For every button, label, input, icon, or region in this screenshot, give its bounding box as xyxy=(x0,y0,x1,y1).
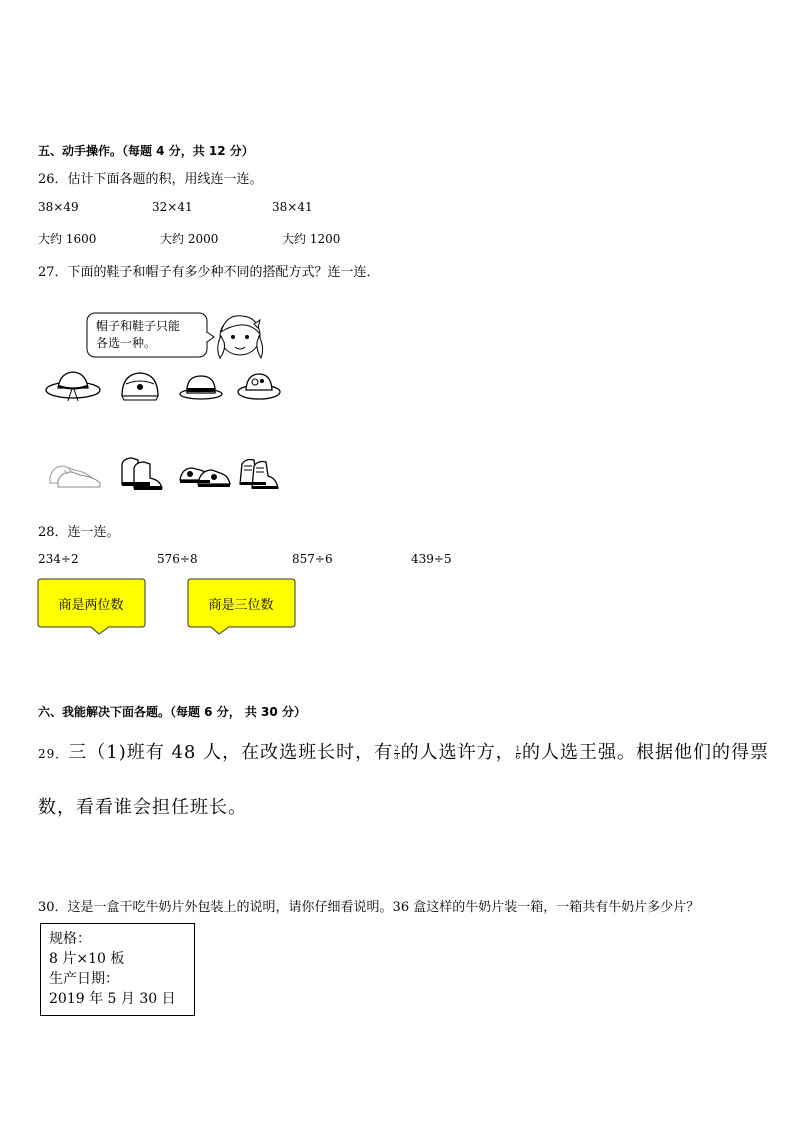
fraction-two-thirds: $\frac{2}{3}$ xyxy=(394,744,400,761)
q26-estimate-1: 大约 1600 xyxy=(38,232,97,246)
spec-value: 8 片×10 板 xyxy=(49,951,125,967)
question-30-text: 30．这是一盒干吃牛奶片外包装上的说明，请你仔细看说明。36 盒这样的牛奶片装一箱，一箱共有牛奶片多少片？ xyxy=(38,900,700,915)
q26-expr-3: 38×41 xyxy=(272,200,313,214)
q26-expr-1: 38×49 xyxy=(38,200,79,214)
q28-expr-1: 234÷2 xyxy=(38,552,79,566)
sun-hat-icon xyxy=(44,368,102,404)
q28-expr-3: 857÷6 xyxy=(292,552,333,566)
milk-tablet-spec-box xyxy=(40,923,195,1016)
speech-line-1: 帽子和鞋子只能 xyxy=(96,319,181,333)
question-29-line-2: 数，看看谁会担任班长。 xyxy=(38,797,247,818)
girl-icon xyxy=(212,306,270,366)
speech-bubble xyxy=(86,312,211,358)
question-29-line-1 xyxy=(38,738,769,764)
q29-part-2: 的人选许方， xyxy=(400,742,515,763)
high-top-shoes-icon xyxy=(236,452,282,492)
section-6-title: 六、我能解决下面各题。（每题 6 分， 共 30 分） xyxy=(38,705,306,719)
q26-expr-2: 32×41 xyxy=(152,200,193,214)
label-three-digit-text: 商是三位数 xyxy=(208,598,274,613)
bonnet-icon xyxy=(236,368,282,404)
sport-shoes-icon xyxy=(176,456,232,490)
q28-expr-4: 439÷5 xyxy=(411,552,452,566)
baseball-cap-icon xyxy=(118,368,162,404)
speech-line-2: 各选一种。 xyxy=(96,336,157,350)
q29-part-1: 三（1)班有 48 人，在改选班长时，有 xyxy=(68,742,394,763)
question-26-text: 26．估计下面各题的积，用线连一连。 xyxy=(38,172,263,187)
spec-label: 规格： xyxy=(49,931,91,947)
production-date-value: 2019 年 5 月 30 日 xyxy=(49,991,176,1007)
q26-estimate-2: 大约 2000 xyxy=(160,232,219,246)
question-29-number: 29． xyxy=(38,747,69,761)
q29-part-3: 的人选王强。根据他们的得票 xyxy=(522,742,770,763)
boots-icon xyxy=(116,452,166,492)
section-5-title: 五、动手操作。（每题 4 分，共 12 分） xyxy=(38,144,254,158)
label-two-digit-text: 商是两位数 xyxy=(58,598,124,613)
sneakers-icon xyxy=(46,456,104,490)
label-two-digit-quotient[interactable] xyxy=(37,578,147,636)
q28-expr-2: 576÷8 xyxy=(157,552,198,566)
question-28-text: 28．连一连。 xyxy=(38,525,120,540)
q26-estimate-3: 大约 1200 xyxy=(282,232,341,246)
production-date-label: 生产日期： xyxy=(49,971,119,987)
fraction-one-sixth: $\frac{1}{6}$ xyxy=(515,744,522,761)
label-three-digit-quotient[interactable] xyxy=(187,578,297,636)
fedora-icon xyxy=(178,370,224,402)
question-27-text: 27．下面的鞋子和帽子有多少种不同的搭配方式？连一连． xyxy=(38,265,380,280)
